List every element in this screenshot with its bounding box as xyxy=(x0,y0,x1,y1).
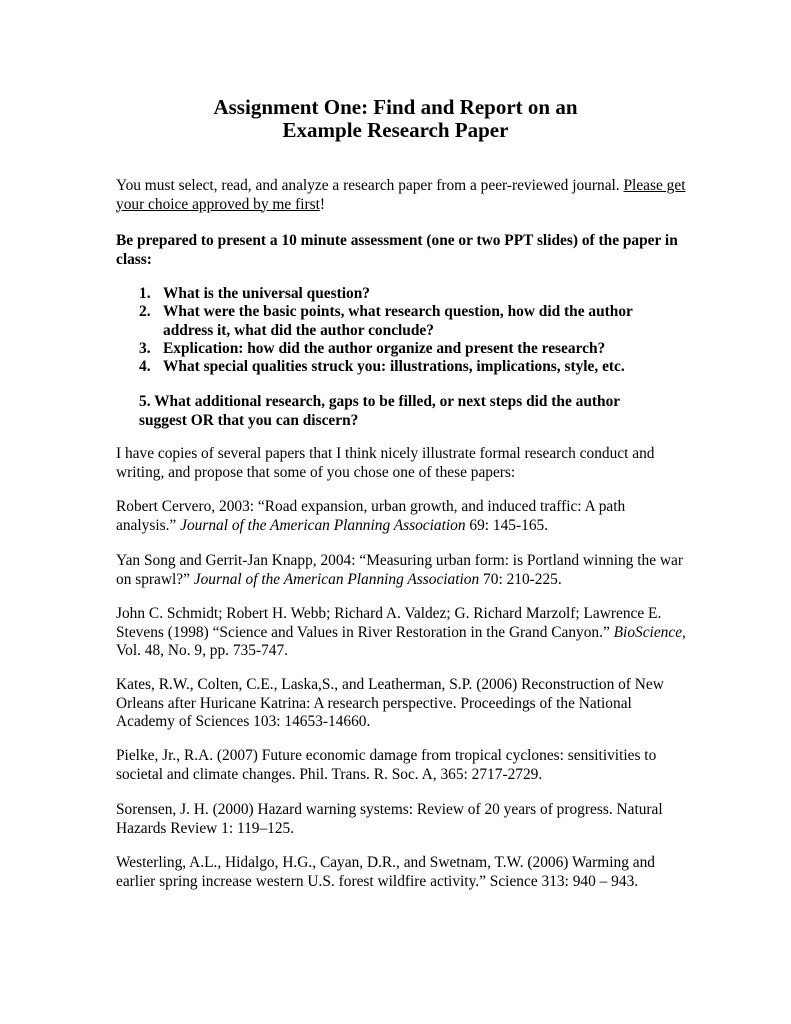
reference-item: Westerling, A.L., Hidalgo, H.G., Cayan, D.R., and Swetnam, T.W. (2006) Warming and earlier spring increase western U.S. forest wildfire activity.” Science 313: 940 – 943. xyxy=(116,854,655,890)
intro-text: You must select, read, and analyze a research paper from a peer-reviewed journal. xyxy=(116,177,624,194)
reference-item xyxy=(116,552,686,589)
journal-name: BioScience xyxy=(613,623,683,641)
reference-text: Yan Song and Gerrit-Jan Knapp, 2004: “Measuring urban form: is Portland winning the war on sprawl?” xyxy=(116,552,683,588)
reference-text: Robert Cervero, 2003: “Road expansion, urban growth, and induced traffic: A path analysis.” xyxy=(116,498,626,534)
question-number: 2. xyxy=(139,303,151,320)
question-text: What is the universal question? xyxy=(163,285,370,302)
reference-item: Sorensen, J. H. (2000) Hazard warning systems: Review of 20 years of progress. Natural Hazards Review 1: 119–125. xyxy=(116,801,663,837)
journal-name: Journal of the American Planning Association xyxy=(193,570,480,588)
intro-paragraph xyxy=(116,177,686,214)
reference-citation: , Vol. 48, No. 9, pp. 735-747. xyxy=(116,623,686,659)
intro-end: ! xyxy=(319,195,325,213)
journal-name: Journal of the American Planning Association xyxy=(180,516,466,534)
approval-note: Please get your choice approved by me first xyxy=(116,177,686,213)
question-text: What special qualities struck you: illustrations, implications, style, etc. xyxy=(163,358,625,375)
reference-item xyxy=(116,498,686,535)
title-line-2: Example Research Paper xyxy=(282,118,509,142)
title-line-1: Assignment One: Find and Report on an xyxy=(213,95,578,119)
reference-text: John C. Schmidt; Robert H. Webb; Richard A. Valdez; G. Richard Marzolf; Lawrence E. Stevens (1998) “Science and Values in River Restoration in the Grand Canyon.” xyxy=(116,605,662,641)
question-5: 5. What additional research, gaps to be filled, or next steps did the author suggest OR that you can discern? xyxy=(139,393,620,429)
question-number: 4. xyxy=(139,358,151,375)
reference-citation: 69: 145-165. xyxy=(465,516,549,534)
reference-item xyxy=(116,605,686,661)
reference-item: Kates, R.W., Colten, C.E., Laska,S., and Leatherman, S.P. (2006) Reconstruction of New Orleans after Huricane Katrina: A research perspective. Proceedings of the National Academy of Sciences 103: 14653-14660. xyxy=(116,676,664,730)
question-number: 1. xyxy=(139,285,151,302)
question-text: Explication: how did the author organize and present the research? xyxy=(163,340,606,357)
question-number: 3. xyxy=(139,340,151,357)
reference-citation: 70: 210-225. xyxy=(479,570,562,588)
copies-paragraph: I have copies of several papers that I think nicely illustrate formal research conduct and writing, and propose that some of you chose one of these papers: xyxy=(116,445,655,481)
reference-item: Pielke, Jr., R.A. (2007) Future economic damage from tropical cyclones: sensitivities to societal and climate changes. Phil. Trans. R. Soc. A, 365: 2717-2729. xyxy=(116,747,657,783)
question-text: What were the basic points, what research question, how did the author address it, what did the author conclude? xyxy=(163,303,633,339)
prepare-paragraph: Be prepared to present a 10 minute assessment (one or two PPT slides) of the paper in class: xyxy=(116,232,678,268)
